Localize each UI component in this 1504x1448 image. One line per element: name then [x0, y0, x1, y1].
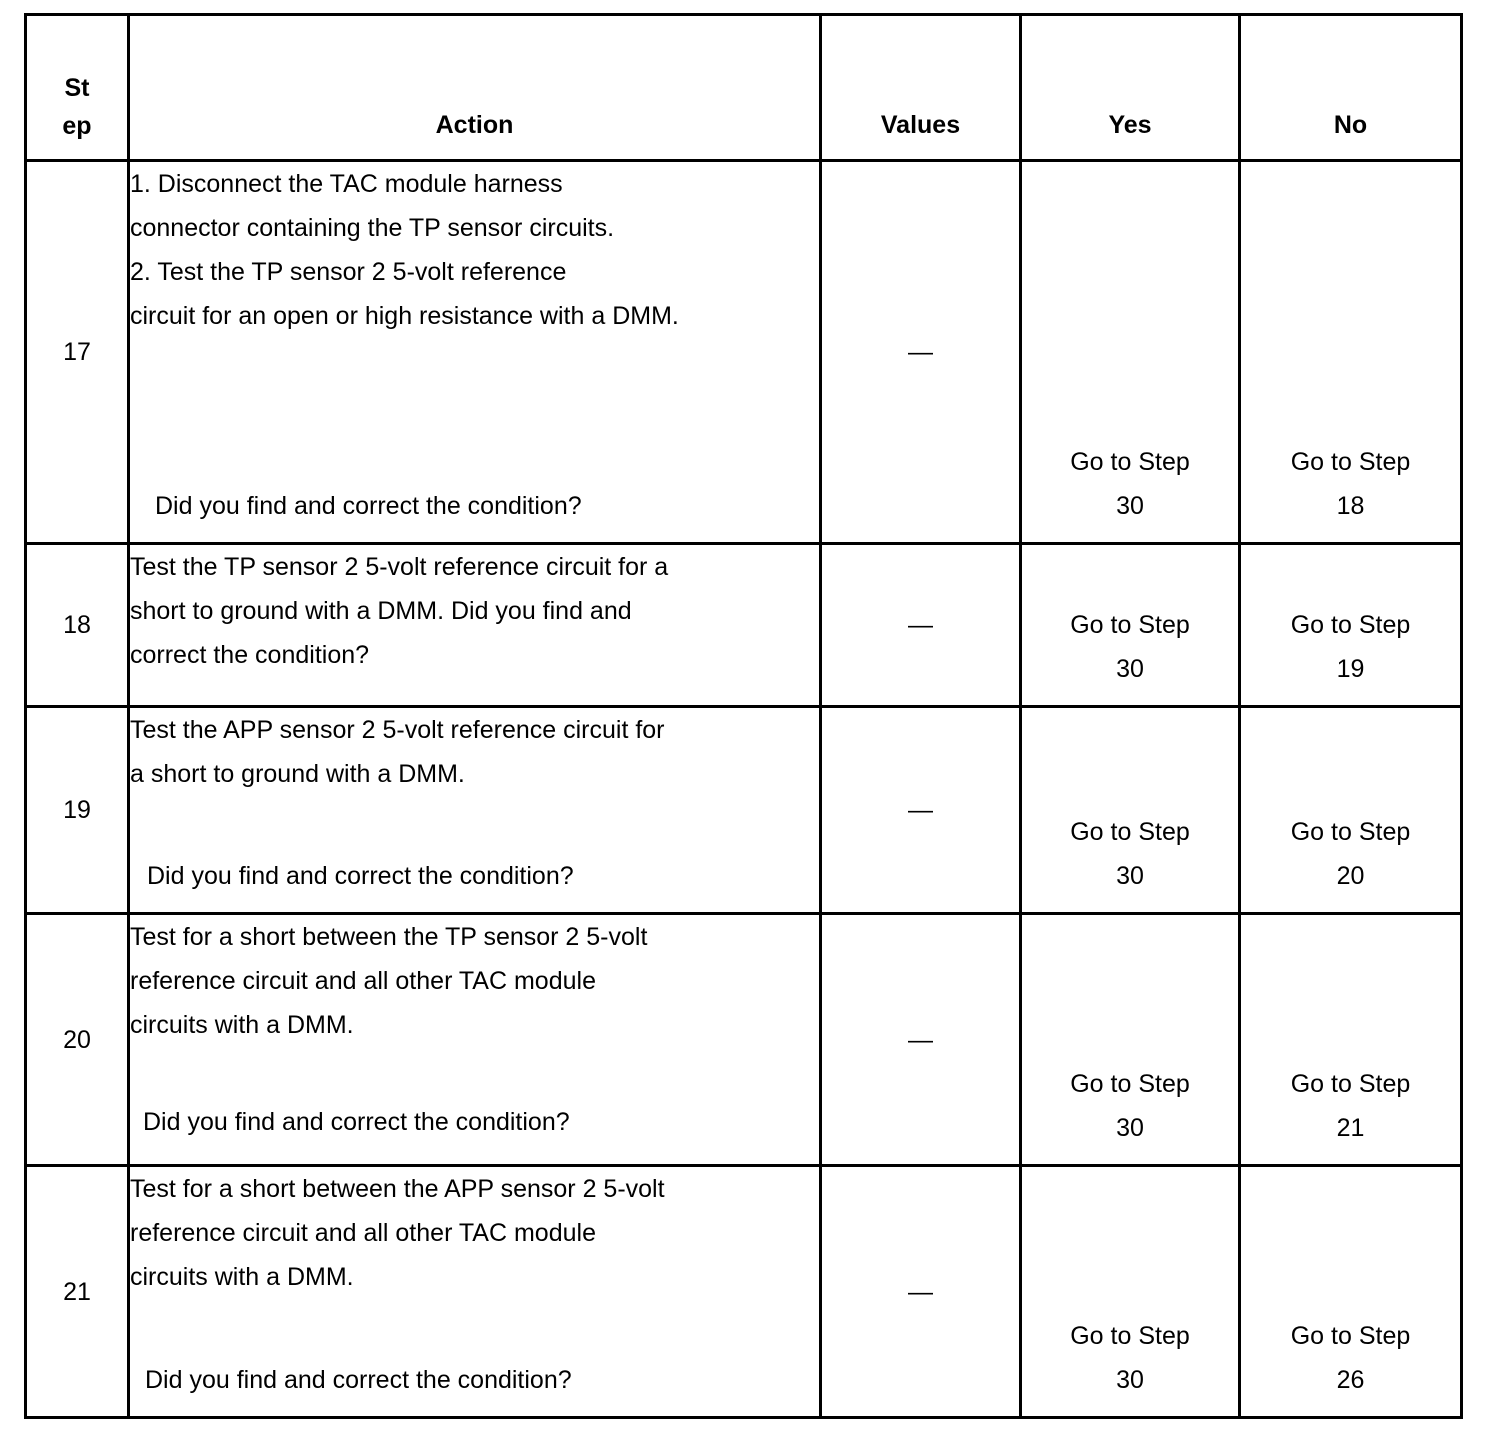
yes-cell: [1021, 544, 1240, 707]
table-row: [26, 1166, 1462, 1418]
no-goto-label: Go to Step: [1290, 818, 1411, 846]
values-cell: [821, 161, 1021, 544]
step-number: 19: [63, 796, 91, 824]
values-cell: [821, 544, 1021, 707]
diagnostic-table: [24, 13, 1463, 1419]
step-number: 17: [63, 338, 91, 366]
step-number: 20: [63, 1025, 91, 1054]
values-cell: [821, 707, 1021, 914]
yes-cell: [1021, 914, 1240, 1166]
step-header: [26, 15, 129, 161]
yes-header-label: Yes: [1108, 111, 1152, 139]
no-goto-step: 21: [1336, 1114, 1365, 1142]
step-number: 18: [63, 611, 91, 639]
step-header-line2: ep: [62, 112, 92, 140]
values-dash: —: [908, 1277, 933, 1306]
action-header: [129, 15, 821, 161]
action-line: circuits with a DMM.: [130, 1011, 354, 1039]
action-header-label: Action: [435, 111, 514, 139]
action-question: Did you find and correct the condition?: [155, 492, 582, 520]
values-header: [821, 15, 1021, 161]
no-goto-label: Go to Step: [1290, 1070, 1411, 1098]
table-row: [26, 544, 1462, 707]
step-cell: [26, 161, 129, 544]
action-line: Test the APP sensor 2 5-volt reference circuit for: [130, 716, 665, 744]
step-cell: [26, 914, 129, 1166]
no-cell: [1240, 544, 1462, 707]
yes-goto-label: Go to Step: [1070, 448, 1190, 476]
action-cell: [129, 1166, 821, 1418]
yes-goto-step: 30: [1116, 655, 1144, 683]
action-question: Did you find and correct the condition?: [145, 1366, 572, 1394]
action-line: Test for a short between the TP sensor 2 5-volt: [130, 923, 648, 951]
no-cell: [1240, 161, 1462, 544]
action-cell: [129, 544, 821, 707]
action-line: correct the condition?: [130, 641, 370, 669]
no-header: [1240, 15, 1462, 161]
action-line: Test the TP sensor 2 5-volt reference circuit for a: [130, 553, 669, 581]
no-cell: [1240, 1166, 1462, 1418]
action-cell: [129, 914, 821, 1166]
values-dash: —: [908, 338, 933, 366]
no-goto-label: Go to Step: [1290, 1322, 1411, 1350]
action-line: reference circuit and all other TAC module: [130, 967, 596, 995]
values-cell: [821, 1166, 1021, 1418]
values-header-label: Values: [880, 111, 961, 139]
action-line: reference circuit and all other TAC module: [130, 1219, 596, 1247]
no-goto-step: 26: [1336, 1366, 1365, 1394]
action-line: 1. Disconnect the TAC module harness: [130, 170, 563, 198]
yes-header: [1021, 15, 1240, 161]
step-header-line1: St: [64, 74, 90, 102]
yes-goto-label: Go to Step: [1070, 1322, 1190, 1350]
header-row: [26, 15, 1462, 161]
action-cell: [129, 161, 821, 544]
yes-cell: [1021, 161, 1240, 544]
action-line: circuit for an open or high resistance with a DMM.: [130, 302, 679, 330]
values-dash: —: [908, 1025, 933, 1054]
action-question: Did you find and correct the condition?: [143, 1108, 570, 1136]
table-row: [26, 914, 1462, 1166]
no-cell: [1240, 707, 1462, 914]
yes-cell: [1021, 707, 1240, 914]
action-line: a short to ground with a DMM.: [130, 760, 465, 788]
values-dash: —: [908, 611, 933, 639]
action-line: connector containing the TP sensor circuits.: [130, 214, 615, 242]
table-row: [26, 707, 1462, 914]
action-cell: [129, 707, 821, 914]
no-goto-step: 20: [1336, 862, 1365, 890]
no-cell: [1240, 914, 1462, 1166]
action-line: 2. Test the TP sensor 2 5-volt reference: [130, 258, 567, 286]
yes-goto-step: 30: [1116, 862, 1144, 890]
yes-goto-step: 30: [1116, 1114, 1144, 1142]
no-goto-step: 19: [1336, 655, 1365, 683]
action-question: Did you find and correct the condition?: [147, 862, 574, 890]
no-goto-step: 18: [1336, 492, 1365, 520]
yes-goto-step: 30: [1116, 1366, 1144, 1394]
yes-goto-step: 30: [1116, 492, 1144, 520]
yes-goto-label: Go to Step: [1070, 1070, 1190, 1098]
step-cell: [26, 544, 129, 707]
values-cell: [821, 914, 1021, 1166]
step-cell: [26, 707, 129, 914]
action-line: Test for a short between the APP sensor 2 5-volt: [130, 1175, 665, 1203]
action-line: circuits with a DMM.: [130, 1263, 354, 1291]
yes-cell: [1021, 1166, 1240, 1418]
values-dash: —: [908, 796, 933, 824]
action-line: short to ground with a DMM. Did you find and: [130, 597, 632, 625]
yes-goto-label: Go to Step: [1070, 611, 1190, 639]
step-cell: [26, 1166, 129, 1418]
yes-goto-label: Go to Step: [1070, 818, 1190, 846]
table-row: [26, 161, 1462, 544]
no-goto-label: Go to Step: [1290, 611, 1411, 639]
no-goto-label: Go to Step: [1290, 448, 1411, 476]
no-header-label: No: [1333, 111, 1368, 139]
step-number: 21: [63, 1277, 91, 1306]
